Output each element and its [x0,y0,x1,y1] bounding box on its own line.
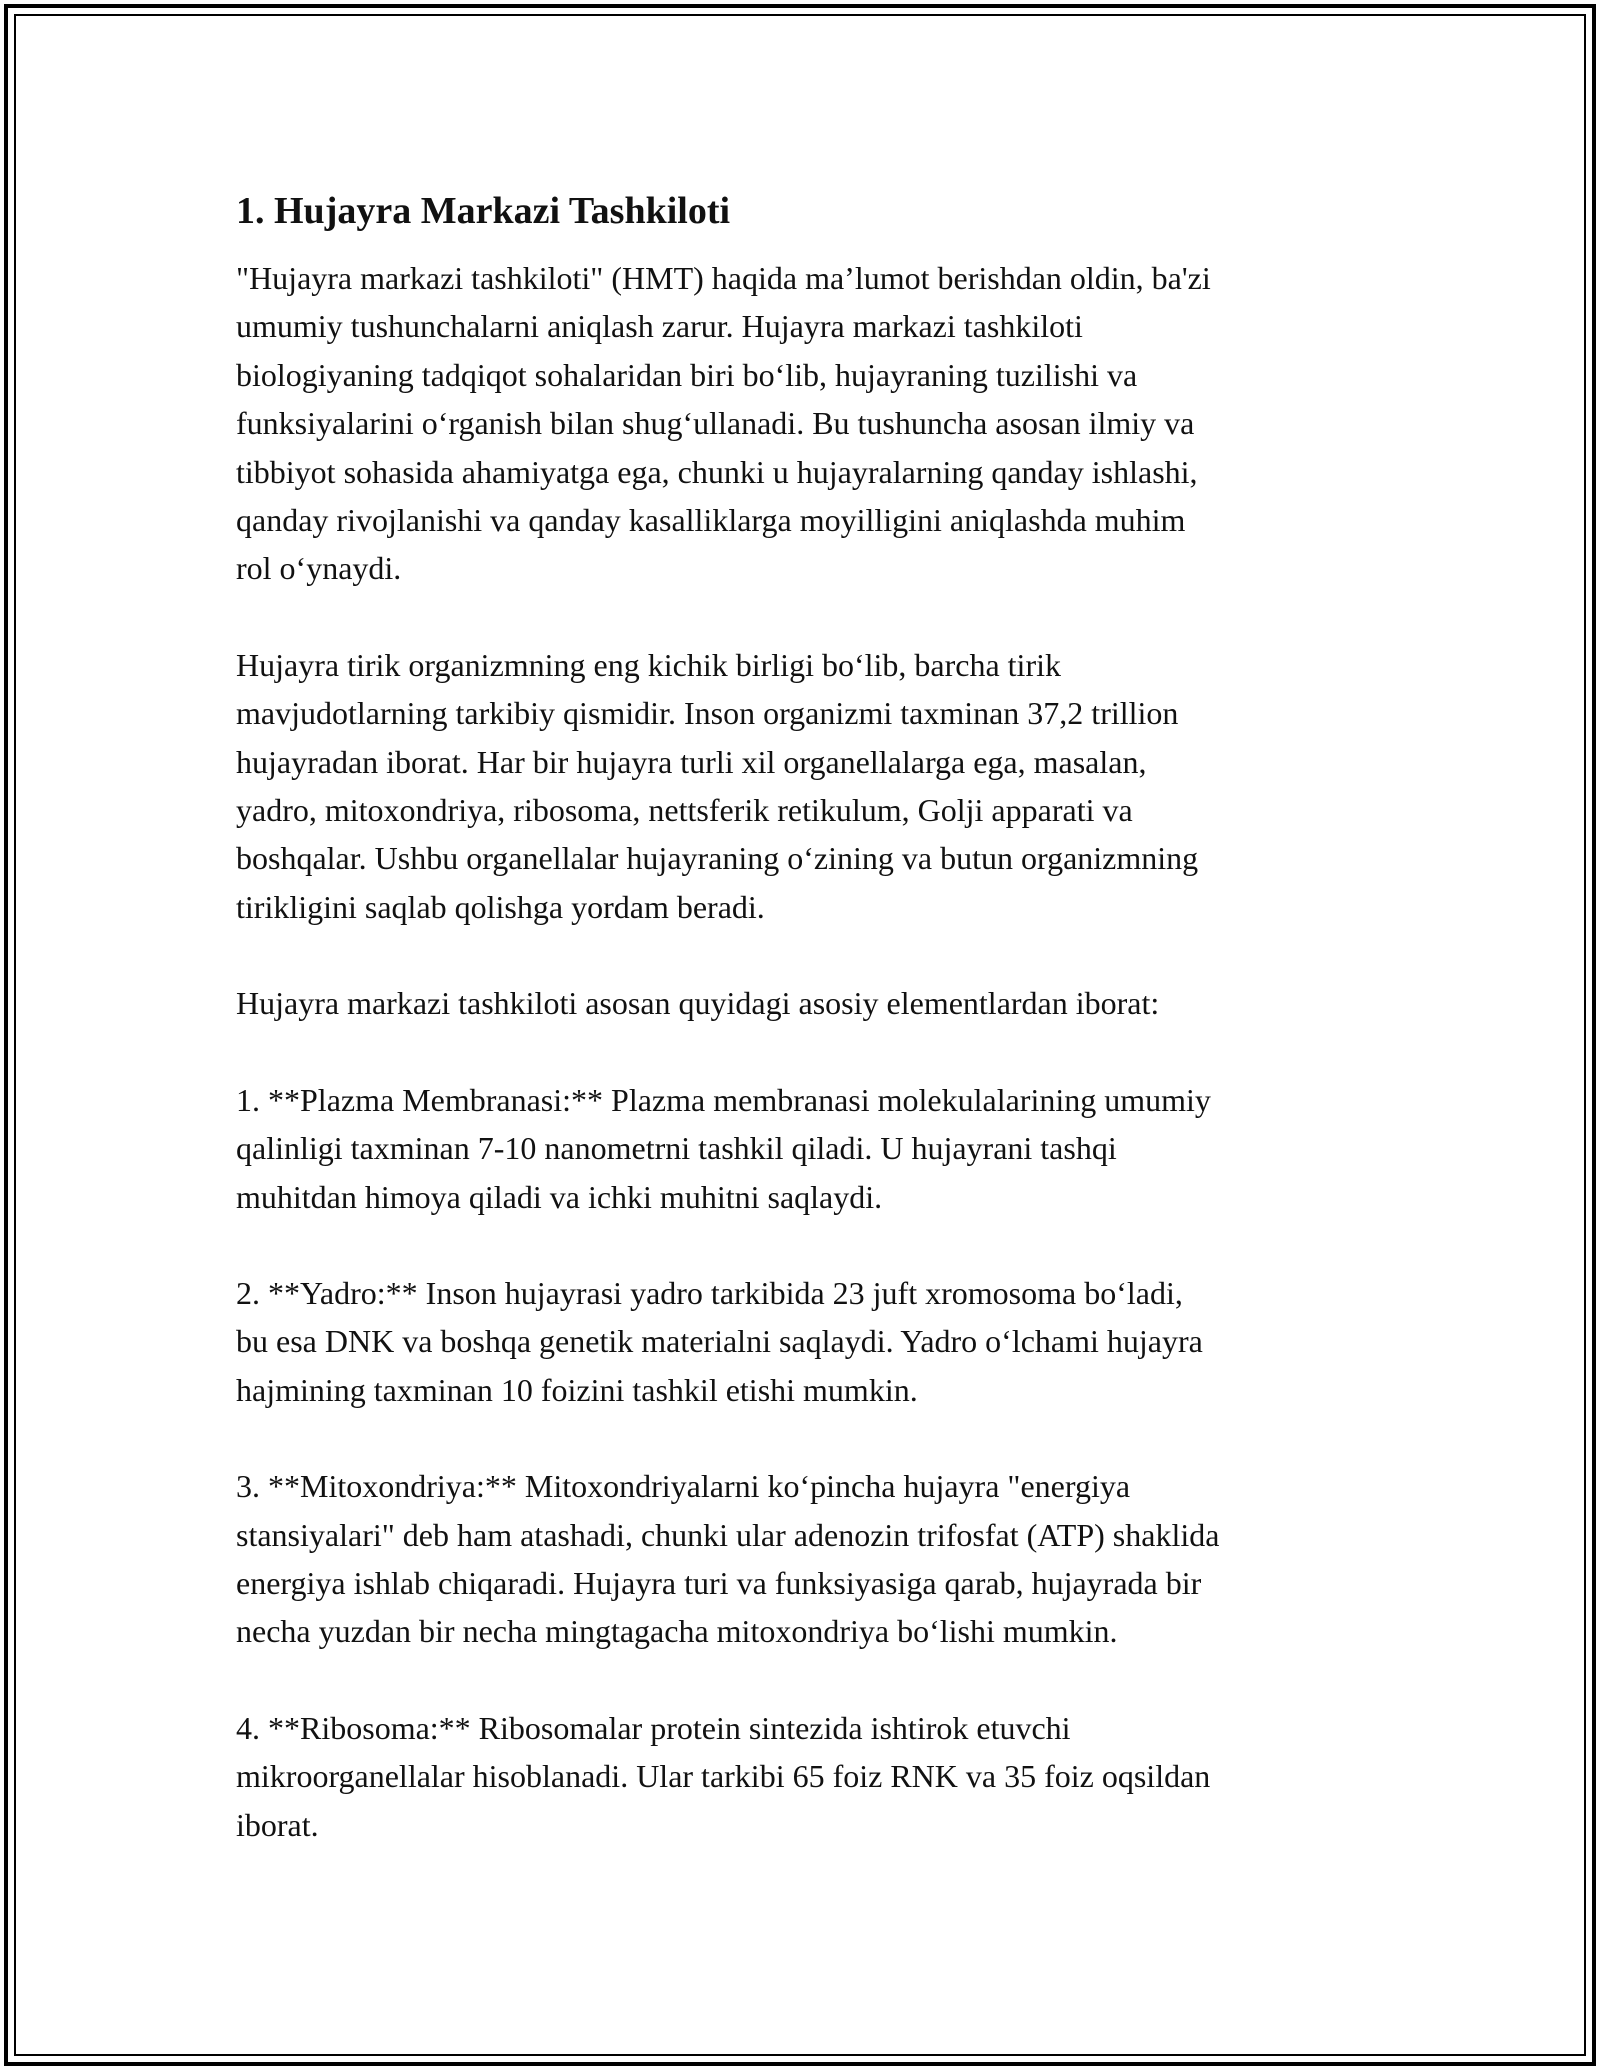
paragraph-intro: "Hujayra markazi tashkiloti" (HMT) haqida ma’lumot berishdan oldin, ba'zi umumiy tushunchalarni aniqlash zarur. Hujayra markazi tashkiloti biologiyaning tadqiqot sohalaridan biri bo‘lib, hujayraning tuzilishi va funksiyalarini o‘rganish bilan shug‘ullanadi. Bu tushuncha asosan ilmiy va tibbiyot sohasida ahamiyatga ega, chunki u hujayralarning qanday ishlashi, qanday rivojlanishi va qanday kasalliklarga moyilligini aniqlashda muhim rol o‘ynaydi. [236,260,1211,587]
paragraph-elements-intro: Hujayra markazi tashkiloti asosan quyidagi asosiy elementlardan iborat: [236,985,1160,1022]
list-item-nucleus: 2. **Yadro:** Inson hujayrasi yadro tarkibida 23 juft xromosoma bo‘ladi, bu esa DNK va boshqa genetik materialni saqlaydi. Yadro o‘lchami hujayra hajmining taxminan 10 foizini tashkil etishi mumkin. [236,1274,1203,1408]
list-item-ribosome: 4. **Ribosoma:** Ribosomalar protein sintezida ishtirok etuvchi mikroorganellalar hisoblanadi. Ular tarkibi 65 foiz RNK va 35 foiz oqsildan iborat. [236,1709,1211,1843]
section-heading: 1. Hujayra Markazi Tashkiloti [236,190,731,232]
list-item-plasma-membrane: 1. **Plazma Membranasi:** Plazma membranasi molekulalarining umumiy qalinligi taxminan 7-10 nanometrni tashkil qiladi. U hujayrani tashqi muhitdan himoya qiladi va ichki muhitni saqlaydi. [236,1081,1211,1215]
document-body [236,186,1376,1897]
list-item-mitochondria: 3. **Mitoxondriya:** Mitoxondriyalarni ko‘pincha hujayra "energiya stansiyalari" deb ham atashadi, chunki ular adenozin trifosfat (ATP) shaklida energiya ishlab chiqaradi. Hujayra turi va funksiyasiga qarab, hujayrada bir necha yuzdan bir necha mingtagacha mitoxondriya bo‘lishi mumkin. [236,1468,1220,1650]
paragraph-cell-overview: Hujayra tirik organizmning eng kichik birligi bo‘lib, barcha tirik mavjudotlarning tarkibiy qismidir. Inson organizmi taxminan 37,2 trillion hujayradan iborat. Har bir hujayra turli xil organellalarga ega, masalan, yadro, mitoxondriya, ribosoma, nettsferik retikulum, Golji apparati va boshqalar. Ushbu organellalar hujayraning o‘zining va butun organizmning tirikligini saqlab qolishga yordam beradi. [236,646,1199,925]
